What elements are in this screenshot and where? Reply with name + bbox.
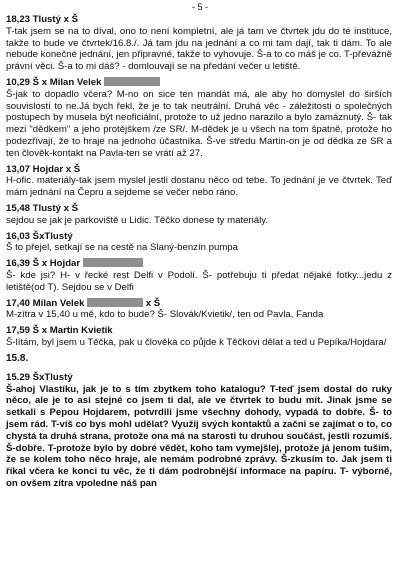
day-heading: 15.8.: [6, 352, 29, 364]
entry-header: 18,23 Tlustý x Š: [6, 14, 78, 25]
transcript-entry: [6, 325, 392, 349]
entry-header: [6, 258, 392, 270]
transcript-entry: [6, 298, 392, 322]
entry-header: 16,03 ŠxTlustý: [6, 230, 73, 242]
entry-text: Š- kde jsi? H- v řecké rest Delfi v Podolí. Š- potřebuju ti předat nějaké fotky...jedu z letiště(od T). Sejdou se v Delfi: [6, 269, 392, 293]
entry-header-text: 17,40 Milan Velek: [6, 297, 85, 309]
entry-text: H-ofic. materiály-tak jsem myslel jestli dostanu něco od tebe. To jednání je ve čtvrtek. Teď mám jednání na Čepru a sejdeme se večer nebo ráno.: [6, 175, 392, 199]
entry-text: Š-lítám, byl jsem u Těčka, pak u člověka co půjde k Těčkovi dělat a ted u Pepíka/Hojdara/: [6, 336, 387, 348]
transcript-entry: [6, 203, 392, 227]
transcript-entry: [6, 14, 392, 73]
transcript-entry: [6, 231, 392, 255]
entry-header: 15,48 Tlustý x Š: [6, 202, 78, 214]
redaction-box: [83, 258, 143, 267]
entry-header: 13,07 Hojdar x Š: [6, 163, 81, 175]
transcript-body: [6, 14, 392, 494]
entry-header: [6, 77, 392, 89]
entry-text: Š to přejel, setkají se na cestě na Slaný-benzín pumpa: [6, 242, 238, 254]
redaction-box: [87, 298, 143, 307]
entry-header-text: 10,29 Š x Milan Velek: [6, 76, 102, 88]
redaction-box: [104, 77, 160, 86]
entry-header: 15.29 ŠxTlustý: [6, 371, 73, 383]
entry-text: T-tak jsem se na to díval, ono to není kompletní, ale já tam ve čtvrtek jdu do té instituce, takže to bude ve čtvrtek/16.8./. Já tam jdu na jednání a co mi tam dají, tak ti dám. To ale nebude konečné jednání, jen připravné, takže to vyhovuje. Š-a to co máš je co. T-převážně právní věci. Š-a to mi dáš? - domlouvají se na předání večer u letiště.: [6, 25, 392, 73]
transcript-entry: [6, 77, 392, 160]
entry-text: sejdou se jak je parkoviště u Lidic. Těčko donese ty materiály.: [6, 214, 269, 226]
entry-text: Š-jak to dopadlo včera? M-no on sice ten mandát má, ale aby ho domyslel do širších souvislostí to ne.Já bych řekl, že je to tak neutrální. Druhá věc - záležitosti o společných postupech by musela být neoficiální, protože to už jedno narazilo a bylo zamáznutý. Š- tak mezi "dědkem" a jeho protějškem /ze SR/. M-dědek je u všech na tom špatně, protože ho podezřívají, že to hraje na jednoho účastníka. Š-ve středu Martin-on je od dědka ze SR a ten člověk-kontakt na Pavla-ten se vrátí až 27.: [6, 88, 392, 159]
transcript-entry: [6, 164, 392, 199]
page-number: - 5 -: [191, 2, 208, 12]
entry-text: Š-ahoj Vlastíku, jak je to s tím zbytkem toho katalogu? T-teď jsem dostal do ruky něco, ale je to asi stejné co jsem ti dal, ale ve čtvrtek to budu mít. Jinak jsme se setkali s Pepou Hojdarem, potvrdili jsme všechny dohody, vypadá to dobře. Š- to jsem rád. T-víš co bys mohl udělat? Využij svých kontaktů a začni se zajímat o to, co chystá ta druhá strana, protože ona má na starosti tu druhou součást, jestli rozumíš. Š-dobře. T-protože bylo by dobré vědět, koho tam vymejšlej, protože já jenom tuším, že se kolem toho něco hraje, ale nemám podrobné zprávy. Š-zkusím to. Jak jsem ti říkal včera ke konci tu věc, že ti dám podrobnější informace na papíru. T- výborně, on ovšem zítra vpoledne náš pan: [6, 383, 392, 489]
entry-text: M-zítra v 15,40 u mě, kdo to bude? Š- Slovák/Kvietik/, ten od Pavla, Fanda: [6, 309, 324, 321]
entry-header: 17,59 Š x Martin Kvietik: [6, 325, 113, 337]
transcript-entry: [6, 372, 392, 490]
entry-header-suffix: x Š: [145, 297, 161, 309]
entry-header-text: 16,39 Š x Hojdar: [6, 258, 81, 270]
transcript-entry: [6, 258, 392, 293]
entry-header: [6, 298, 392, 310]
